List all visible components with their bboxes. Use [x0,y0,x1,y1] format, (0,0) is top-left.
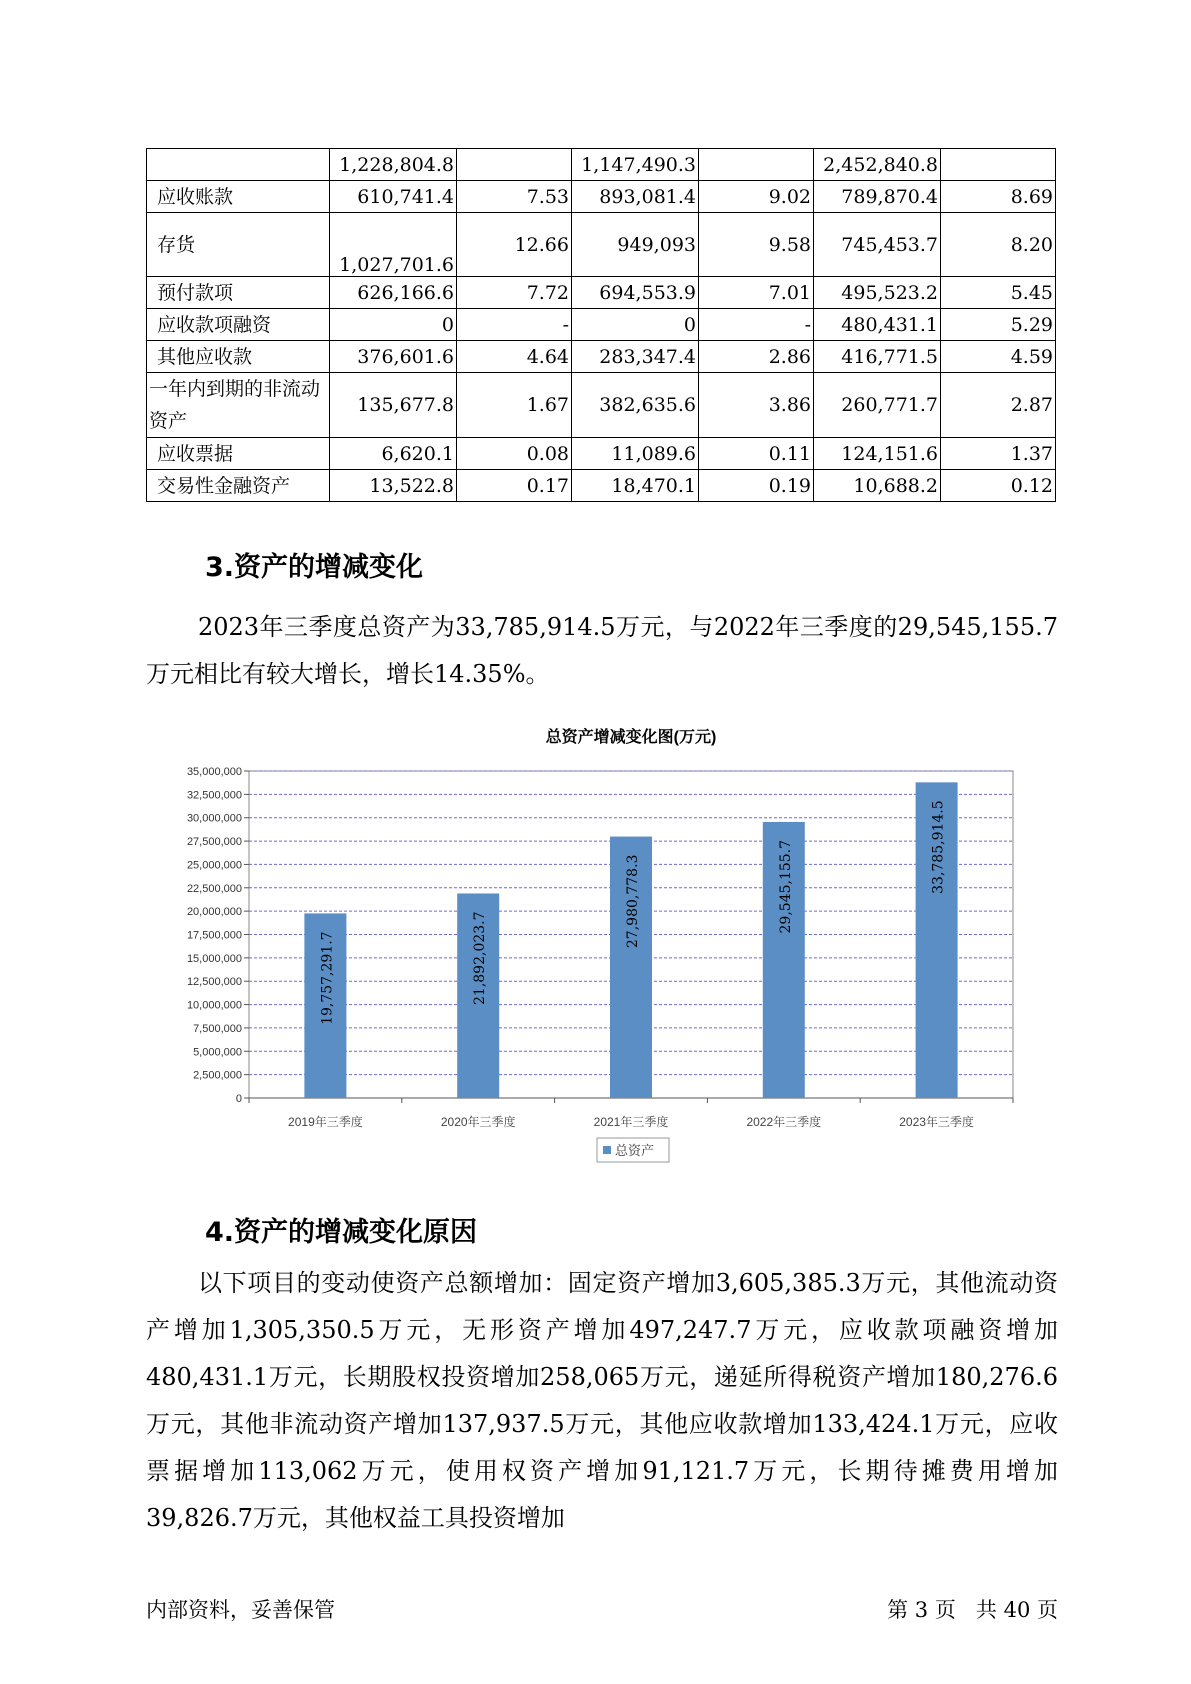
percent-cell: 8.69 [941,181,1056,213]
percent-cell: 9.58 [699,213,814,277]
y-tick-label: 0 [235,1093,242,1105]
value-cell: 382,635.6 [572,373,699,438]
row-name: 应收票据 [147,438,330,470]
x-tick-label: 2021年三季度 [593,1115,669,1129]
percent-cell [699,149,814,181]
row-name: 预付款项 [147,277,330,309]
percent-cell: 7.53 [457,181,572,213]
total-num: 40 [1003,1598,1031,1622]
data-label: 29,545,155.7 [777,839,794,934]
total-suffix: 页 [1037,1598,1058,1622]
value-cell: 1,027,701.6 [330,213,457,277]
footer-confidential: 内部资料，妥善保管 [146,1598,335,1622]
y-tick-label: 27,500,000 [186,836,242,849]
value-cell: 18,470.1 [572,470,699,502]
percent-cell: 2.86 [699,341,814,373]
percent-cell: 4.59 [941,341,1056,373]
total-prefix: 共 [975,1598,997,1622]
x-tick-label: 2022年三季度 [746,1115,822,1129]
value-cell: 283,347.4 [572,341,699,373]
value-cell: 745,453.7 [814,213,941,277]
page-prefix: 第 [887,1598,909,1622]
y-tick-label: 30,000,000 [186,812,242,825]
value-cell: 376,601.6 [330,341,457,373]
value-cell: 6,620.1 [330,438,457,470]
value-cell: 480,431.1 [814,309,941,341]
value-cell: 495,523.2 [814,277,941,309]
value-cell: 124,151.6 [814,438,941,470]
row-name: 其他应收款 [147,341,330,373]
value-cell: 789,870.4 [814,181,941,213]
section-heading: 3.资产的增减变化 [205,552,424,583]
percent-cell: 5.29 [941,309,1056,341]
value-cell: 135,677.8 [330,373,457,438]
total-assets-chart [146,718,1046,1173]
table-row [147,181,1056,213]
percent-cell: 0.08 [457,438,572,470]
row-name: 应收账款 [147,181,330,213]
data-label: 19,757,291.7 [319,931,336,1025]
percent-cell: 5.45 [941,277,1056,309]
row-name: 存货 [147,213,330,277]
percent-cell: - [699,309,814,341]
asset-table [146,148,1056,502]
percent-cell [457,149,572,181]
chart-title: 总资产增减变化图(万元) [545,729,717,746]
value-cell: 949,093 [572,213,699,277]
value-cell: 1,228,804.8 [330,149,457,181]
percent-cell: - [457,309,572,341]
y-tick-label: 35,000,000 [186,766,242,778]
value-cell: 260,771.7 [814,373,941,438]
table-row [147,341,1056,373]
table-row [147,213,1056,277]
y-tick-label: 7,500,000 [193,1022,242,1035]
value-cell: 626,166.6 [330,277,457,309]
y-tick-label: 32,500,000 [186,789,242,802]
x-tick-label: 2023年三季度 [899,1115,974,1129]
value-cell: 13,522.8 [330,470,457,502]
value-cell: 2,452,840.8 [814,149,941,181]
row-name: 应收款项融资 [147,309,330,341]
page-suffix: 页 [934,1598,956,1622]
percent-cell [941,149,1056,181]
table-row [147,373,1056,438]
paragraph: 2023年三季度总资产为33,785,914.5万元，与2022年三季度的29,545,155.7万元相比有较大增长，增长14.35%。 [146,613,1058,688]
y-tick-label: 15,000,000 [186,952,242,965]
table-row [147,277,1056,309]
value-cell: 1,147,490.3 [572,149,699,181]
value-cell: 610,741.4 [330,181,457,213]
table-row [147,438,1056,470]
percent-cell: 1.37 [941,438,1056,470]
x-tick-label: 2019年三季度 [288,1115,363,1129]
y-tick-label: 20,000,000 [186,906,242,919]
data-label: 27,980,778.3 [625,854,641,949]
legend-swatch [603,1146,611,1154]
y-tick-label: 22,500,000 [186,882,242,895]
value-cell: 0 [330,309,457,341]
value-cell: 11,089.6 [572,438,699,470]
percent-cell: 0.17 [457,470,572,502]
y-tick-label: 12,500,000 [186,976,242,989]
percent-cell: 0.19 [699,470,814,502]
percent-cell: 9.02 [699,181,814,213]
data-label: 21,892,023.7 [472,911,489,1005]
value-cell: 694,553.9 [572,277,699,309]
percent-cell: 4.64 [457,341,572,373]
percent-cell: 0.12 [941,470,1056,502]
row-name [147,149,330,181]
y-tick-label: 10,000,000 [186,999,242,1012]
value-cell: 10,688.2 [814,470,941,502]
percent-cell: 7.01 [699,277,814,309]
footer-page-number [887,1597,1058,1623]
value-cell: 893,081.4 [572,181,699,213]
percent-cell: 7.72 [457,277,572,309]
percent-cell: 3.86 [699,373,814,438]
y-tick-label: 17,500,000 [186,929,242,942]
percent-cell: 2.87 [941,373,1056,438]
percent-cell: 1.67 [457,373,572,438]
table-row [147,309,1056,341]
percent-cell: 12.66 [457,213,572,277]
value-cell: 0 [572,309,699,341]
value-cell: 416,771.5 [814,341,941,373]
y-tick-label: 2,500,000 [193,1069,242,1082]
row-name: 交易性金融资产 [147,470,330,502]
paragraph: 以下项目的变动使资产总额增加：固定资产增加3,605,385.3万元，其他流动资产增加1,305,350.5万元，无形资产增加497,247.7万元，应收款项融资增加480,431.1万元，长期股权投资增加258,065万元，递延所得税资产增加180,276.6万元，其他非流动资产增加137,937.5万元，其他应收款增加133,424.1万元，应收票据增加113,062万元，使用权资产增加91,121.7万元，长期待摊费用增加39,826.7万元，其他权益工具投资增加 [146,1269,1058,1532]
x-tick-label: 2020年三季度 [440,1115,516,1129]
percent-cell: 8.20 [941,213,1056,277]
percent-cell: 0.11 [699,438,814,470]
row-name: 一年内到期的非流动资产 [147,373,330,438]
page-num: 3 [914,1598,929,1622]
table-row [147,149,1056,181]
y-tick-label: 25,000,000 [186,859,242,872]
data-label: 33,785,914.5 [930,800,947,894]
y-tick-label: 5,000,000 [193,1046,242,1059]
section-heading: 4.资产的增减变化原因 [205,1217,478,1248]
legend-label: 总资产 [615,1143,655,1158]
table-row [147,470,1056,502]
